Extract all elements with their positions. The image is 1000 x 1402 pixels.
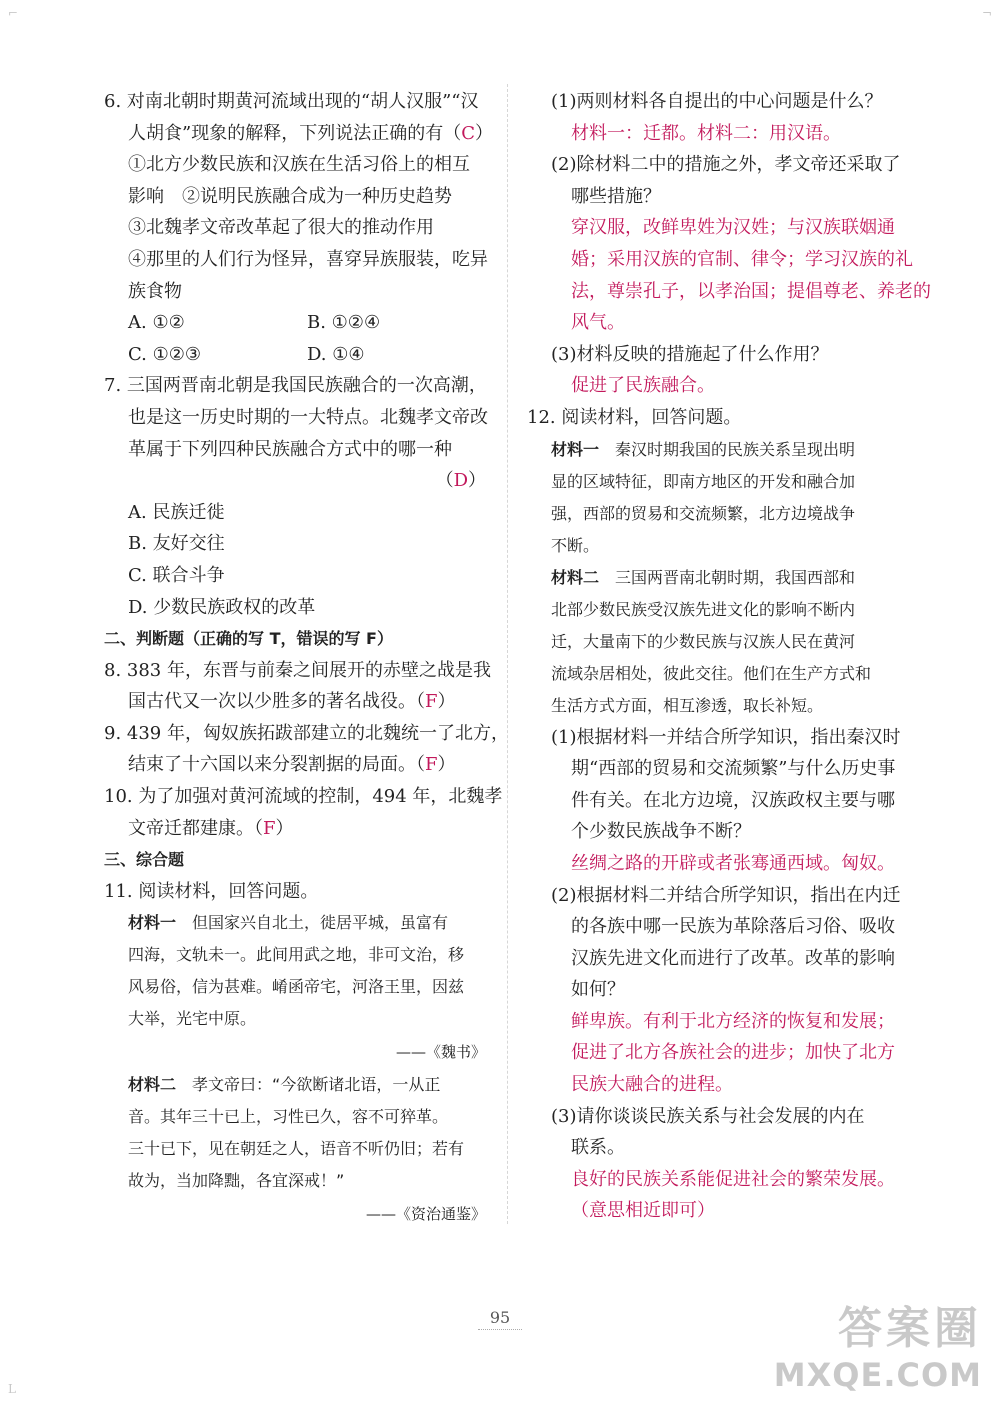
q6-option-d: D. ①④ xyxy=(307,343,365,365)
q6-stem-line-1: 6. 对南北朝时期黄河流域出现的“胡人汉服”“汉 xyxy=(104,91,479,112)
q12-sub-2-answer-line-2: 促进了北方各族社会的进步；加快了北方 xyxy=(571,1042,895,1064)
q12-sub-1-question-line-4: 个少数民族战争不断？ xyxy=(571,821,751,843)
q11-material-2-line-1: 材料二 孝文帝曰：“今欲断诸北语，一从正 xyxy=(128,1075,441,1095)
section-3-heading: 三、综合题 xyxy=(104,850,185,870)
q10-line-2: 文帝迁都建康。（F） xyxy=(128,817,294,839)
q11-material-1-source: ——《魏书》 xyxy=(395,1043,486,1062)
q11-sub-2-answer-line-1: 穿汉服，改鲜卑姓为汉姓；与汉族联姻通 xyxy=(571,217,895,239)
q7-option-c: C. 联合斗争 xyxy=(128,564,225,586)
q12-sub-1-question-line-3: 件有关。在北方边境，汉族政权主要与哪 xyxy=(571,789,895,811)
watermark-logo xyxy=(774,1292,982,1394)
q12-sub-3-question-line-1: (3)请你谈谈民族关系与社会发展的内在 xyxy=(551,1105,865,1127)
q8-line-1: 8. 383 年，东晋与前秦之间展开的赤壁之战是我 xyxy=(104,659,491,681)
q12-sub-1-question-line-2: 期“西部的贸易和交流频繁”与什么历史事 xyxy=(571,758,896,780)
q11-material-2-line-4: 故为，当加降黜，各宜深戒！” xyxy=(128,1171,345,1191)
q6-statement-3: ③北魏孝文帝改革起了很大的推动作用 xyxy=(128,217,434,239)
question-8 xyxy=(104,655,491,718)
q12-material-2-line-5: 生活方式方面，相互渗透，取长补短。 xyxy=(551,695,824,715)
question-12 xyxy=(527,402,899,1227)
q6-option-a: A. ①② xyxy=(128,312,185,334)
q12-sub-2-question-line-2: 的各族中哪一民族为革除落后习俗、吸收 xyxy=(571,916,895,938)
section-2-heading: 二、判断题（正确的写 T，错误的写 F） xyxy=(104,629,393,649)
q12-sub-3-answer-line-1: 良好的民族关系能促进社会的繁荣发展。 xyxy=(571,1168,895,1190)
q7-stem-line-2: 也是这一历史时期的一大特点。北魏孝文帝改 xyxy=(128,406,488,428)
page-number: 95 xyxy=(478,1308,522,1330)
q12-material-2-line-1: 材料二 三国两晋南北朝时期，我国西部和 xyxy=(551,567,856,587)
question-10 xyxy=(104,781,503,844)
q8-line-2: 国古代又一次以少胜多的著名战役。（F） xyxy=(128,691,456,713)
question-9 xyxy=(104,718,509,781)
watermark-line-1: 答案圈 xyxy=(838,1303,982,1354)
watermark-line-2: MXQE.COM xyxy=(773,1356,982,1394)
q12-sub-3-question-line-2: 联系。 xyxy=(571,1137,625,1159)
q12-material-2-line-2: 北部少数民族受汉族先进文化的影响不断内 xyxy=(551,599,856,619)
q9-line-2: 结束了十六国以来分裂割据的局面。（F） xyxy=(128,754,456,776)
q9-line-1: 9. 439 年，匈奴族拓跋部建立的北魏统一了北方， xyxy=(104,722,509,744)
q12-material-2-label: 材料二 xyxy=(551,567,600,587)
q12-material-2-line-4: 流域杂居相处，彼此交往。他们在生产方式和 xyxy=(551,663,872,683)
q11-sub-2-question-line-2: 哪些措施？ xyxy=(571,185,661,207)
q11-material-2-source: ——《资治通鉴》 xyxy=(365,1205,486,1224)
q12-title: 12. 阅读材料，回答问题。 xyxy=(527,406,742,428)
q6-stem-line-2: 人胡食”现象的解释，下列说法正确的有（C） xyxy=(128,122,493,144)
q11-material-1-line-2: 四海，文轨未一。此间用武之地，非可文治，移 xyxy=(128,945,465,965)
q11-material-1-line-4: 大举，光宅中原。 xyxy=(128,1009,257,1029)
q11-sub-3-answer: 促进了民族融合。 xyxy=(571,375,715,397)
q6-option-c: C. ①②③ xyxy=(128,343,201,365)
crop-mark-top-right: ¬ xyxy=(981,6,992,20)
q11-sub-1-question: (1)两则材料各自提出的中心问题是什么？ xyxy=(551,91,883,112)
q9-answer: F xyxy=(425,754,438,776)
q12-sub-1-question-line-1: (1)根据材料一并结合所学知识，指出秦汉时 xyxy=(551,726,901,748)
q12-sub-1-answer: 丝绸之路的开辟或者张骞通西域。匈奴。 xyxy=(571,852,895,874)
q11-material-2-label: 材料二 xyxy=(128,1075,177,1095)
q6-statement-1: ①北方少数民族和汉族在生活习俗上的相互 xyxy=(128,154,470,176)
q7-stem-line-1: 7. 三国两晋南北朝是我国民族融合的一次高潮， xyxy=(104,375,487,397)
q11-material-1-line-1: 材料一 但国家兴自北土，徙居平城，虽富有 xyxy=(128,913,449,933)
left-column xyxy=(104,86,509,1231)
question-7 xyxy=(104,370,486,623)
q12-sub-2-answer-line-3: 民族大融合的进程。 xyxy=(571,1074,733,1096)
question-6 xyxy=(104,86,493,370)
q7-stem-line-3: 革属于下列四种民族融合方式中的哪一种 xyxy=(128,438,452,460)
q6-statement-4-cont: 族食物 xyxy=(128,280,182,302)
q11-material-1-line-3: 风易俗，信为甚难。崤函帝宅，河洛王里，因兹 xyxy=(128,977,465,997)
q12-sub-2-question-line-3: 汉族先进文化而进行了改革。改革的影响 xyxy=(571,947,895,969)
q12-sub-3-answer-line-2: （意思相近即可） xyxy=(571,1200,715,1222)
q11-material-2-line-2: 音。其年三十已上，习性已久，容不可猝革。 xyxy=(128,1107,449,1127)
q6-statement-4: ④那里的人们行为怪异，喜穿异族服装，吃异 xyxy=(128,248,488,270)
question-11 xyxy=(104,876,486,1232)
q11-sub-2-question-line-1: (2)除材料二中的措施之外，孝文帝还采取了 xyxy=(551,154,901,176)
q6-options-row-1 xyxy=(104,307,486,339)
q6-statement-2: 影响 ②说明民族融合成为一种历史趋势 xyxy=(128,185,452,207)
q12-material-1-line-1: 材料一 秦汉时期我国的民族关系呈现出明 xyxy=(551,439,856,459)
q7-answer: D xyxy=(453,470,468,492)
q11-sub-1-answer: 材料一：迁都。材料二：用汉语。 xyxy=(571,122,841,144)
q11-material-2-line-3: 三十已下，见在朝廷之人，语音不听仍旧；若有 xyxy=(128,1139,465,1159)
right-column xyxy=(527,86,931,1227)
q7-option-a: A. 民族迁徙 xyxy=(128,501,225,523)
q12-sub-2-question-line-4: 如何？ xyxy=(571,979,625,1001)
crop-mark-bottom-left: L xyxy=(8,1382,16,1396)
crop-mark-top-left: ⌐ xyxy=(8,6,19,20)
q12-material-1-line-2: 显的区域特征，即南方地区的开发和融合加 xyxy=(551,471,856,491)
q12-sub-2-answer-line-1: 鲜卑族。有利于北方经济的恢复和发展； xyxy=(571,1010,895,1032)
q12-material-1-label: 材料一 xyxy=(551,439,600,459)
q6-option-b: B. ①②④ xyxy=(307,312,381,334)
q11-subquestions xyxy=(527,86,931,402)
q7-option-b: B. 友好交往 xyxy=(128,533,225,555)
column-divider xyxy=(507,84,508,1224)
q10-line-1: 10. 为了加强对黄河流域的控制，494 年，北魏孝 xyxy=(104,786,503,808)
q12-material-1-line-3: 强，西部的贸易和交流频繁，北方边境战争 xyxy=(551,503,856,523)
q6-options-row-2 xyxy=(104,339,486,371)
q11-material-1-label: 材料一 xyxy=(128,913,177,933)
q8-answer: F xyxy=(425,691,438,713)
q7-answer-line: （D） xyxy=(435,470,486,492)
q11-sub-2-answer-line-3: 法，尊崇孔子，以孝治国；提倡尊老、养老的 xyxy=(571,280,931,302)
q12-material-1-line-4: 不断。 xyxy=(551,535,600,555)
q10-answer: F xyxy=(263,817,276,839)
q11-title: 11. 阅读材料，回答问题。 xyxy=(104,880,319,902)
q11-sub-3-question: (3)材料反映的措施起了什么作用？ xyxy=(551,343,829,365)
q7-option-d: D. 少数民族政权的改革 xyxy=(128,596,316,618)
q6-answer: C xyxy=(461,122,475,144)
q12-material-2-line-3: 迁，大量南下的少数民族与汉族人民在黄河 xyxy=(551,631,856,651)
q12-sub-2-question-line-1: (2)根据材料二并结合所学知识，指出在内迁 xyxy=(551,884,901,906)
q11-sub-2-answer-line-4: 风气。 xyxy=(571,312,625,334)
q11-sub-2-answer-line-2: 婚；采用汉族的官制、律令；学习汉族的礼 xyxy=(571,248,913,270)
